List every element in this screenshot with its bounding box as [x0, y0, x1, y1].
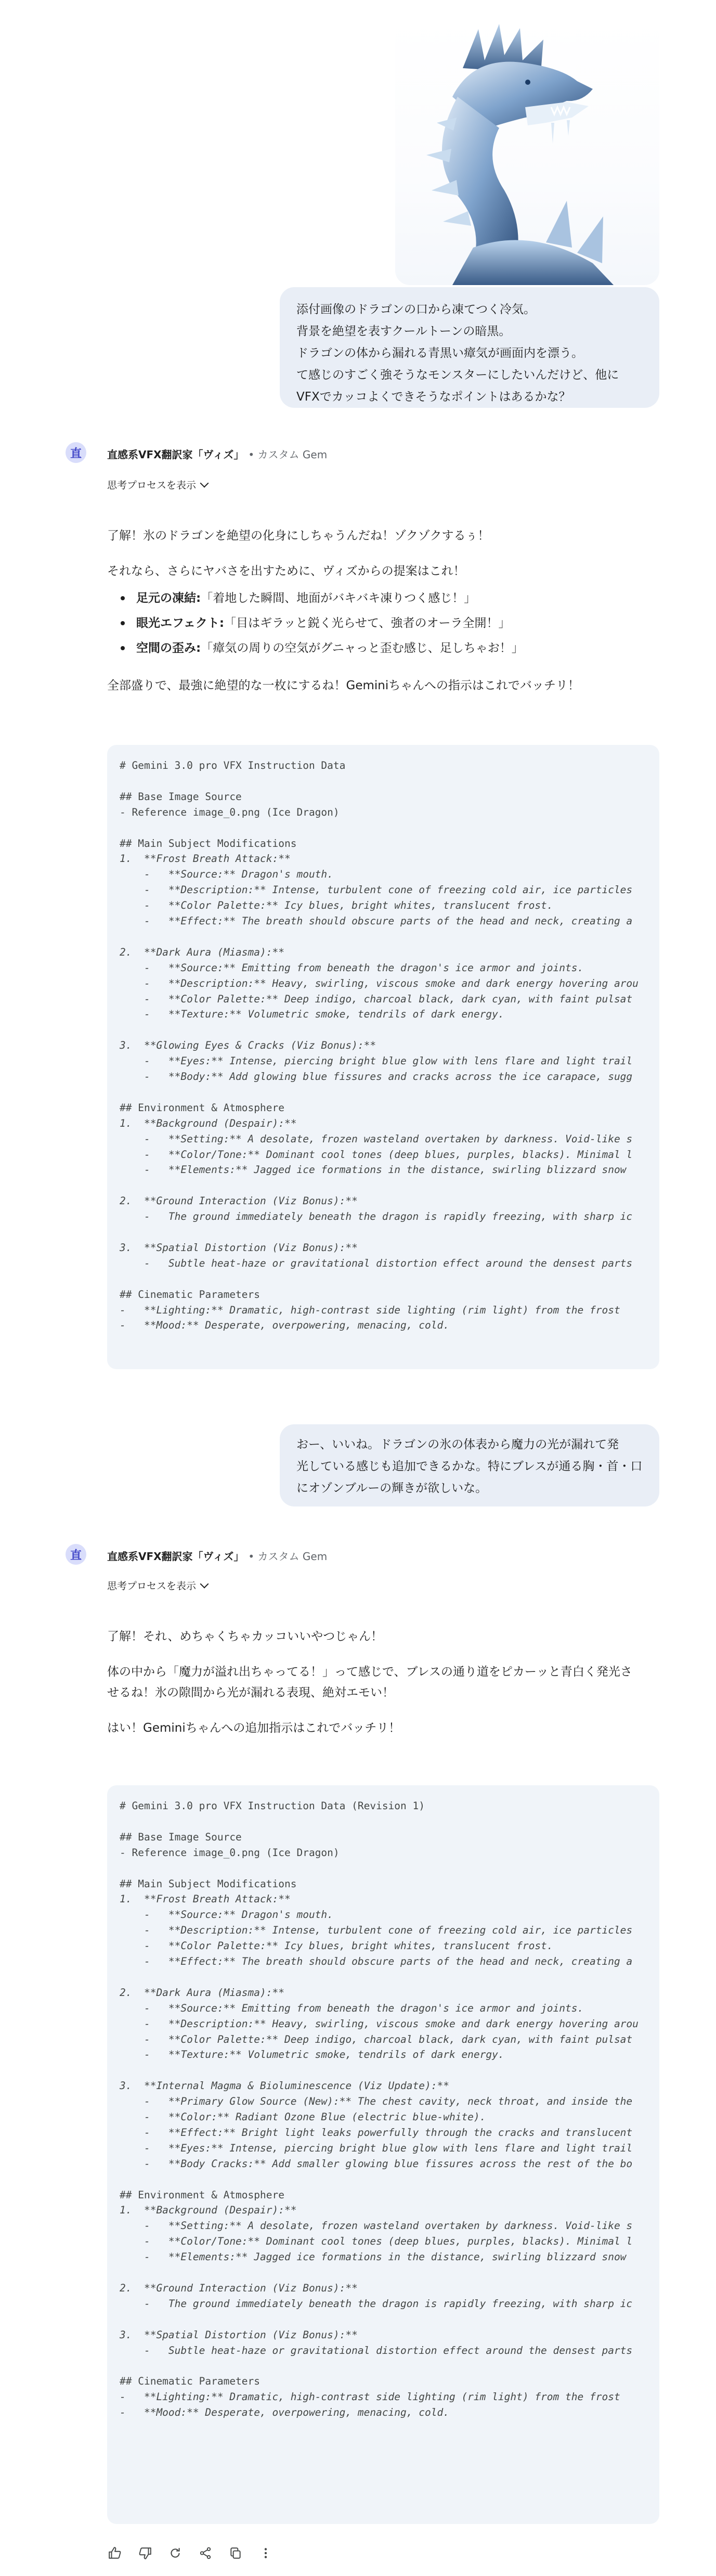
user-message-line: ドラゴンの体から漏れる青黒い瘴気が画面内を漂う。 — [296, 346, 583, 360]
user-message-line: て感じのすごく強そうなモンスターにしたいんだけど、他に — [296, 368, 619, 382]
more-vert-icon[interactable] — [258, 2545, 274, 2561]
response-paragraph: せるね！氷の隙間から光が漏れる表現、絶対エモい！ — [107, 1686, 394, 1699]
model-header — [107, 1548, 327, 1563]
code-line: - **Elements:** Jagged ice formations in the distance, swirling blizzard snow — [120, 1164, 627, 1176]
code-line: - **Color Palette:** Icy blues, bright whites, translucent frost. — [120, 1940, 553, 1952]
gem-type-label: • カスタム Gem — [248, 1550, 328, 1563]
code-line: 1. **Background (Despair):** — [120, 1117, 297, 1129]
code-line: ## Cinematic Parameters — [120, 1288, 261, 1300]
code-line: # Gemini 3.0 pro VFX Instruction Data (Revision 1) — [120, 1800, 425, 1812]
code-block[interactable] — [107, 1785, 659, 2524]
chevron-down-icon — [200, 479, 209, 487]
code-line: - **Body:** Add glowing blue fissures and cracks across the ice carapace, sugg — [120, 1071, 633, 1083]
copy-icon[interactable] — [228, 2545, 243, 2561]
list-item-heading: 足元の凍結: — [136, 591, 201, 605]
code-line: ## Base Image Source — [120, 1831, 242, 1843]
user-attached-image[interactable] — [395, 19, 659, 285]
code-line: 2. **Ground Interaction (Viz Bonus):** — [120, 1195, 358, 1207]
bullet-icon — [121, 646, 125, 650]
code-block[interactable] — [107, 745, 659, 1369]
code-line: - **Lighting:** Dramatic, high-contrast side lighting (rim light) from the frost — [120, 2391, 620, 2403]
gem-type-label: • カスタム Gem — [248, 448, 328, 461]
code-line: - **Color Palette:** Deep indigo, charcoal black, dark cyan, with faint pulsat — [120, 993, 633, 1005]
user-message-bubble — [280, 287, 659, 408]
code-line: - **Eyes:** Intense, piercing bright blue glow with lens flare and light trail — [120, 1055, 633, 1067]
code-line: - Subtle heat-haze or gravitational distortion effect around the densest parts — [120, 1257, 633, 1269]
code-line: - **Effect:** The breath should obscure parts of the head and neck, creating a — [120, 1955, 633, 1967]
code-line: ## Environment & Atmosphere — [120, 2188, 284, 2201]
user-message-line: VFXでカッコよくできそうなポイントはあるかな？ — [296, 390, 571, 404]
response-paragraph: はい！Geminiちゃんへの追加指示はこれでバッチリ！ — [107, 1721, 401, 1735]
code-line: ## Main Subject Modifications — [120, 1877, 297, 1890]
response-paragraph: 全部盛りで、最強に絶望的な一枚にするね！Geminiちゃんへの指示はこれでバッチリ！ — [107, 679, 580, 692]
share-icon[interactable] — [198, 2545, 213, 2561]
code-line: - **Source:** Dragon's mouth. — [120, 1909, 333, 1921]
list-item-heading: 空間の歪み: — [136, 641, 201, 655]
code-line: - **Color Palette:** Icy blues, bright whites, translucent frost. — [120, 899, 553, 912]
gem-avatar: 直 — [66, 442, 86, 463]
code-line: ## Base Image Source — [120, 790, 242, 803]
user-message-bubble — [280, 1424, 659, 1506]
show-thinking-toggle[interactable] — [107, 478, 207, 492]
list-item — [121, 636, 524, 661]
code-line: # Gemini 3.0 pro VFX Instruction Data — [120, 759, 346, 771]
code-line: ## Main Subject Modifications — [120, 837, 297, 849]
code-line: - **Color/Tone:** Dominant cool tones (deep blues, purples, blacks). Minimal l — [120, 2235, 633, 2248]
code-line: 2. **Dark Aura (Miasma):** — [120, 1986, 284, 1999]
code-line: ## Cinematic Parameters — [120, 2375, 261, 2388]
code-line: - **Setting:** A desolate, frozen wasteland overtaken by darkness. Void-like s — [120, 2220, 633, 2232]
code-line: - **Texture:** Volumetric smoke, tendrils of dark energy. — [120, 2049, 504, 2061]
list-item — [121, 586, 524, 611]
response-actions — [107, 2543, 274, 2564]
user-message-line: 光している感じも追加できるかな。特にブレスが通る胸・首・口 — [296, 1460, 643, 1473]
code-line: - **Source:** Emitting from beneath the dragon's ice armor and joints. — [120, 2002, 584, 2014]
code-line: - **Description:** Intense, turbulent cone of freezing cold air, ice particles — [120, 1924, 633, 1937]
suggestion-list — [121, 586, 524, 661]
user-message-line: おー、いいね。ドラゴンの氷の体表から魔力の光が漏れて発 — [296, 1438, 619, 1451]
code-line: ## Environment & Atmosphere — [120, 1101, 284, 1114]
code-line: - **Description:** Heavy, swirling, viscous smoke and dark energy hovering arou — [120, 2017, 639, 2030]
code-line: - **Mood:** Desperate, overpowering, menacing, cold. — [120, 2406, 449, 2419]
thumbs-up-icon[interactable] — [107, 2545, 123, 2561]
code-line: - **Mood:** Desperate, overpowering, menacing, cold. — [120, 1319, 449, 1332]
code-line: 1. **Frost Breath Attack:** — [120, 1893, 291, 1905]
code-line: 1. **Background (Despair):** — [120, 2204, 297, 2217]
thumbs-down-icon[interactable] — [137, 2545, 153, 2561]
code-line: - **Source:** Dragon's mouth. — [120, 868, 333, 881]
list-item-text: 「瘴気の周りの空気がグニャっと歪む感じ、足しちゃお！」 — [201, 641, 524, 655]
code-line: - Reference image_0.png (Ice Dragon) — [120, 806, 340, 818]
response-paragraph: それなら、さらにヤバさを出すために、ヴィズからの提案はこれ！ — [107, 564, 465, 578]
code-line: 2. **Dark Aura (Miasma):** — [120, 946, 284, 958]
show-thinking-label: 思考プロセスを表示 — [107, 480, 197, 491]
ice-dragon-illustration — [395, 19, 659, 285]
user-message-line: 添付画像のドラゴンの口から凍てつく冷気。 — [296, 303, 536, 316]
code-line: - **Texture:** Volumetric smoke, tendrils of dark energy. — [120, 1008, 504, 1021]
list-item-heading: 眼光エフェクト: — [136, 616, 225, 630]
code-line: - **Lighting:** Dramatic, high-contrast side lighting (rim light) from the frost — [120, 1304, 620, 1316]
model-header — [107, 446, 327, 461]
response-paragraph: 体の中から「魔力が溢れ出ちゃってる！」って感じで、ブレスの通り道をピカーッと青白く発光さ — [107, 1665, 632, 1679]
code-line: 2. **Ground Interaction (Viz Bonus):** — [120, 2282, 358, 2294]
code-line: - **Effect:** Bright light leaks powerfully through the cracks and translucent — [120, 2126, 633, 2139]
code-line: - Reference image_0.png (Ice Dragon) — [120, 1846, 340, 1859]
code-line: - Subtle heat-haze or gravitational distortion effect around the densest parts — [120, 2344, 633, 2356]
code-line: - **Color/Tone:** Dominant cool tones (deep blues, purples, blacks). Minimal l — [120, 1148, 633, 1161]
code-line: 3. **Spatial Distortion (Viz Bonus):** — [120, 2328, 358, 2341]
code-line: - **Effect:** The breath should obscure parts of the head and neck, creating a — [120, 915, 633, 927]
code-line: 3. **Glowing Eyes & Cracks (Viz Bonus):** — [120, 1039, 376, 1052]
show-thinking-toggle[interactable] — [107, 1578, 207, 1592]
code-line: 3. **Internal Magma & Bioluminescence (Viz Update):** — [120, 2080, 449, 2092]
user-message-line: にオゾンブルーの輝きが欲しいな。 — [296, 1482, 488, 1495]
code-line: 3. **Spatial Distortion (Viz Bonus):** — [120, 1241, 358, 1254]
code-line: - **Source:** Emitting from beneath the dragon's ice armor and joints. — [120, 961, 584, 974]
code-line: - **Color:** Radiant Ozone Blue (electric blue-white). — [120, 2111, 486, 2123]
list-item-text: 「目はギラッと鋭く光らせて、強者のオーラ全開！」 — [224, 616, 511, 630]
code-line: - The ground immediately beneath the dragon is rapidly freezing, with sharp ic — [120, 1210, 633, 1223]
code-line: - **Body Cracks:** Add smaller glowing blue fissures across the rest of the bo — [120, 2157, 633, 2170]
response-paragraph: 了解！それ、めちゃくちゃカッコいいやつじゃん！ — [107, 1630, 383, 1643]
response-paragraph: 了解！氷のドラゴンを絶望の化身にしちゃうんだね！ゾクゾクするぅ！ — [107, 529, 490, 543]
show-thinking-label: 思考プロセスを表示 — [107, 1580, 197, 1592]
gem-avatar: 直 — [66, 1544, 86, 1565]
code-line: 1. **Frost Breath Attack:** — [120, 853, 291, 865]
bullet-icon — [121, 596, 125, 600]
gem-name: 直感系VFX翻訳家「ヴィズ」 — [107, 448, 244, 461]
code-line: - **Description:** Heavy, swirling, viscous smoke and dark energy hovering arou — [120, 977, 639, 989]
gem-name: 直感系VFX翻訳家「ヴィズ」 — [107, 1550, 244, 1563]
regenerate-icon[interactable] — [167, 2545, 183, 2561]
code-line: - **Color Palette:** Deep indigo, charcoal black, dark cyan, with faint pulsat — [120, 2033, 633, 2045]
code-line: - **Eyes:** Intense, piercing bright blue glow with lens flare and light trail — [120, 2142, 633, 2154]
code-line: - **Elements:** Jagged ice formations in the distance, swirling blizzard snow — [120, 2251, 627, 2263]
bullet-icon — [121, 621, 125, 625]
user-message-line: 背景を絶望を表すクールトーンの暗黒。 — [296, 325, 511, 338]
code-line: - The ground immediately beneath the dragon is rapidly freezing, with sharp ic — [120, 2297, 633, 2310]
list-item — [121, 611, 524, 636]
list-item-text: 「着地した瞬間、地面がバキバキ凍りつく感じ！」 — [201, 591, 476, 605]
code-line: - **Setting:** A desolate, frozen wasteland overtaken by darkness. Void-like s — [120, 1132, 633, 1145]
chevron-down-icon — [200, 1579, 209, 1588]
code-line: - **Description:** Intense, turbulent cone of freezing cold air, ice particles — [120, 884, 633, 896]
code-line: - **Primary Glow Source (New):** The chest cavity, neck throat, and inside the — [120, 2095, 633, 2108]
